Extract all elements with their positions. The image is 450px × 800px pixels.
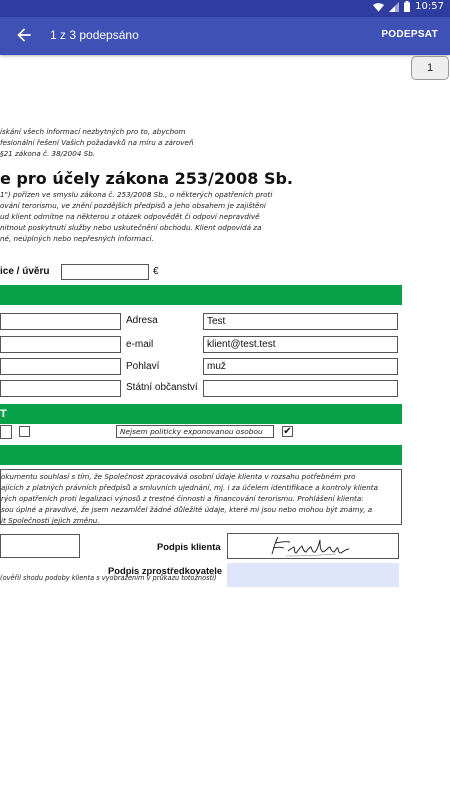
- aml-line: 1") pořízen ve smyslu zákona č. 253/2008 Sb., o některých opatřeních proti: [0, 190, 273, 199]
- intro-paragraph: [0, 126, 194, 159]
- section-header-declaration: [0, 445, 402, 465]
- aml-line: nitnout poskytnutí služby nebo uskutečnění obchodu. Klient odpovídá za: [0, 223, 262, 232]
- loan-label: ice / úvěru: [0, 266, 50, 277]
- declaration-line: sou úplné a pravdivé, že jsem nezamlčel žádné důležité údaje, které mi jsou nebo mohou být známy, a: [1, 505, 373, 514]
- intro-line: ískání všech informací nezbytných pro to, abychom: [0, 127, 186, 136]
- aml-line: né, neúplných nebo nepřesných informací.: [0, 234, 154, 243]
- citizenship-field[interactable]: [203, 380, 398, 397]
- status-time: 10:57: [415, 1, 444, 12]
- intro-line: §21 zákona č. 38/2004 Sb.: [0, 149, 96, 158]
- signal-icon: [389, 2, 399, 12]
- app-bar-title: 1 z 3 podepsáno: [50, 28, 139, 42]
- pep-checkbox[interactable]: ✔: [283, 426, 292, 437]
- pdf-document: [0, 55, 450, 800]
- broker-signature-note: (ověřil shodu podoby klienta s vyobrazením v průkazu totožnosti): [0, 574, 217, 582]
- app-bar: [0, 17, 450, 55]
- declaration-line: ajících z platných právních předpisů a smluvních ujednání, mj. i za účelem identifikace a kontroly klienta: [1, 483, 378, 492]
- pep-label: Nejsem politicky exponovanou osobou: [116, 425, 274, 438]
- loan-amount-field[interactable]: [61, 264, 149, 280]
- declaration-line: okumentu souhlasí s tím, že Společnost zpracovává osobní údaje klienta v rozsahu potřebném pro: [1, 472, 356, 481]
- currency-symbol: €: [153, 266, 159, 277]
- pep-field-left[interactable]: [0, 425, 12, 439]
- gender-field[interactable]: muž: [203, 358, 398, 375]
- declaration-line: it Společnosti jejich změnu.: [1, 516, 100, 525]
- declaration-line: rých opatřeních proti legalizaci výnosů z trestné činnosti a financování terorismu. Prohlášení klienta:: [1, 494, 364, 503]
- intro-line: fesionální řešení Vašich požadavků na míru a zároveň: [0, 138, 194, 147]
- personal-field-4[interactable]: [0, 380, 121, 397]
- email-label: e-mail: [126, 339, 154, 350]
- declaration-box: [0, 469, 402, 525]
- aml-line: ování terorismu, ve znění pozdějších předpisů a jeho obsahem je zajištění: [0, 201, 266, 210]
- status-icons: [373, 1, 444, 12]
- status-bar: [0, 0, 450, 17]
- pep-checkbox-1[interactable]: [19, 426, 30, 437]
- back-arrow-icon[interactable]: [14, 25, 34, 45]
- citizenship-label: Státní občanství: [126, 382, 198, 393]
- section-heading: e pro účely zákona 253/2008 Sb.: [0, 169, 294, 188]
- personal-field-3[interactable]: [0, 358, 121, 375]
- section-header-pep-title: T: [0, 408, 7, 420]
- aml-line: ud klient odmítne na některou z otázek odpovědět či odpoví nepravdivě: [0, 212, 260, 221]
- address-field[interactable]: Test: [203, 313, 398, 330]
- client-signature-image: [228, 534, 400, 560]
- section-header-pep: [0, 404, 402, 424]
- personal-field-1[interactable]: [0, 313, 121, 330]
- broker-signature-label: Podpis zprostředkovatele: [108, 565, 223, 576]
- signature-place-date-field[interactable]: [0, 534, 80, 558]
- personal-field-2[interactable]: [0, 336, 121, 353]
- address-label: Adresa: [126, 315, 158, 326]
- gender-label: Pohlaví: [126, 361, 160, 372]
- sign-button[interactable]: PODEPSAT: [381, 29, 438, 40]
- client-signature-field[interactable]: [227, 533, 399, 559]
- client-signature-label: Podpis klienta: [157, 541, 221, 552]
- wifi-icon: [373, 2, 384, 12]
- broker-signature-field[interactable]: [227, 563, 399, 587]
- section-header-personal: [0, 285, 402, 305]
- aml-paragraph: [0, 189, 272, 244]
- email-field[interactable]: klient@test.test: [203, 336, 398, 353]
- page-indicator[interactable]: 1: [411, 56, 449, 80]
- battery-icon: [404, 1, 410, 12]
